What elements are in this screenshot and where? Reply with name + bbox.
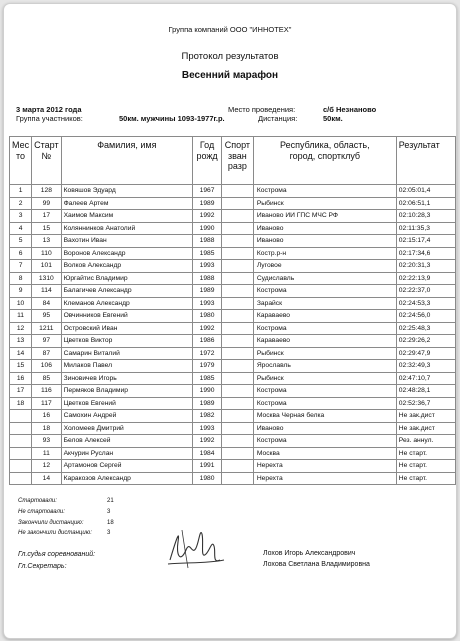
cell-region: Москва [253, 447, 396, 460]
table-row [10, 235, 456, 248]
cell-place: 16 [10, 372, 32, 385]
cell-sport-rank [221, 447, 253, 460]
cell-year: 1985 [193, 247, 222, 260]
group-label: Группа участников: [16, 114, 83, 123]
cell-result: 02:17:34,6 [396, 247, 455, 260]
table-row [10, 260, 456, 273]
cell-place: 13 [10, 335, 32, 348]
handwritten-signature [166, 520, 226, 576]
cell-place [10, 460, 32, 473]
cell-sport-rank [221, 472, 253, 485]
cell-result: Не старт. [396, 472, 455, 485]
cell-place: 6 [10, 247, 32, 260]
table-row [10, 422, 456, 435]
cell-bib: 15 [32, 222, 61, 235]
cell-region: Рыбинск [253, 197, 396, 210]
cell-year: 1992 [193, 435, 222, 448]
cell-region: Кострома [253, 185, 396, 198]
cell-place: 17 [10, 385, 32, 398]
cell-name: Цветков Евгений [61, 397, 193, 410]
table-row [10, 385, 456, 398]
cell-region: Костр.р-н [253, 247, 396, 260]
judge-name: Лохов Игорь Александрович [263, 550, 356, 557]
cell-year: 1984 [193, 447, 222, 460]
table-row [10, 185, 456, 198]
cell-bib: 114 [32, 285, 61, 298]
table-row [10, 310, 456, 323]
cell-result: Рез. аннул. [396, 435, 455, 448]
table-row [10, 272, 456, 285]
col-header-start: Старт № [32, 137, 61, 185]
cell-result: 02:06:51,1 [396, 197, 455, 210]
cell-name: Фалеев Артем [61, 197, 193, 210]
cell-year: 1993 [193, 422, 222, 435]
cell-place [10, 422, 32, 435]
cell-place: 10 [10, 297, 32, 310]
table-row [10, 285, 456, 298]
table-row [10, 210, 456, 223]
cell-region: Кострома [253, 397, 396, 410]
cell-result: Не старт. [396, 460, 455, 473]
table-row [10, 297, 456, 310]
cell-place [10, 447, 32, 460]
cell-bib: 14 [32, 472, 61, 485]
table-row [10, 410, 456, 423]
cell-sport-rank [221, 460, 253, 473]
cell-place [10, 472, 32, 485]
cell-year: 1982 [193, 410, 222, 423]
cell-year: 1993 [193, 297, 222, 310]
cell-region: Ярославль [253, 360, 396, 373]
cell-name: Зиновичев Игорь [61, 372, 193, 385]
stat-label-finished: Закончили дистанцию: [18, 520, 84, 526]
cell-name: Акчурин Руслан [61, 447, 193, 460]
cell-sport-rank [221, 235, 253, 248]
distance-label: Дистанция: [258, 114, 298, 123]
cell-name: Коляннинков Анатолий [61, 222, 193, 235]
cell-bib: 97 [32, 335, 61, 348]
table-row [10, 322, 456, 335]
cell-bib: 93 [32, 435, 61, 448]
protocol-page [3, 3, 457, 639]
cell-result: Не старт. [396, 447, 455, 460]
cell-name: Ковяшов Эдуард [61, 185, 193, 198]
cell-result: 02:52:36,7 [396, 397, 455, 410]
cell-name: Волков Александр [61, 260, 193, 273]
cell-name: Воронов Александр [61, 247, 193, 260]
cell-name: Цветков Виктор [61, 335, 193, 348]
cell-bib: 13 [32, 235, 61, 248]
cell-year: 1993 [193, 260, 222, 273]
cell-year: 1986 [193, 335, 222, 348]
cell-name: Пермяков Владимир [61, 385, 193, 398]
cell-sport-rank [221, 310, 253, 323]
cell-year: 1990 [193, 385, 222, 398]
cell-region: Иваново [253, 235, 396, 248]
stat-value-started: 21 [107, 498, 114, 504]
table-row [10, 222, 456, 235]
cell-region: Иваново [253, 222, 396, 235]
cell-sport-rank [221, 322, 253, 335]
cell-place: 3 [10, 210, 32, 223]
cell-place: 12 [10, 322, 32, 335]
table-row [10, 447, 456, 460]
cell-result: Не зак.дист [396, 422, 455, 435]
cell-year: 1989 [193, 285, 222, 298]
stat-value-finished: 18 [107, 520, 114, 526]
cell-bib: 12 [32, 460, 61, 473]
cell-result: 02:05:01,4 [396, 185, 455, 198]
cell-result: 02:32:49,3 [396, 360, 455, 373]
cell-year: 1992 [193, 210, 222, 223]
cell-bib: 1310 [32, 272, 61, 285]
judge-label: Гл.судья соревнований: [18, 551, 96, 558]
cell-result: 02:22:13,9 [396, 272, 455, 285]
results-table [9, 136, 456, 485]
cell-year: 1980 [193, 472, 222, 485]
table-row [10, 397, 456, 410]
cell-result: Не зак.дист [396, 410, 455, 423]
event-date: 3 марта 2012 года [16, 105, 82, 114]
col-header-result: Результат [396, 137, 455, 185]
cell-place: 2 [10, 197, 32, 210]
cell-region: Нерехта [253, 460, 396, 473]
cell-year: 1988 [193, 235, 222, 248]
table-row [10, 247, 456, 260]
cell-place: 5 [10, 235, 32, 248]
cell-region: Рыбинск [253, 372, 396, 385]
col-header-name: Фамилия, имя [61, 137, 193, 185]
cell-sport-rank [221, 422, 253, 435]
cell-year: 1991 [193, 460, 222, 473]
cell-result: 02:29:47,9 [396, 347, 455, 360]
protocol-title: Протокол результатов [181, 51, 279, 62]
cell-bib: 11 [32, 447, 61, 460]
cell-sport-rank [221, 410, 253, 423]
cell-region: Кострома [253, 435, 396, 448]
cell-place [10, 410, 32, 423]
cell-result: 02:47:10,7 [396, 372, 455, 385]
cell-bib: 1211 [32, 322, 61, 335]
cell-sport-rank [221, 347, 253, 360]
cell-sport-rank [221, 360, 253, 373]
cell-place: 15 [10, 360, 32, 373]
cell-result: 02:24:53,3 [396, 297, 455, 310]
cell-sport-rank [221, 397, 253, 410]
cell-name: Хаимов Максим [61, 210, 193, 223]
cell-region: Кострома [253, 285, 396, 298]
col-header-region: Республика, область, город, спортклуб [253, 137, 396, 185]
cell-region: Рыбинск [253, 347, 396, 360]
stat-label-not-started: Не стартовали: [18, 509, 65, 515]
table-row [10, 335, 456, 348]
cell-place: 7 [10, 260, 32, 273]
cell-result: 02:10:28,3 [396, 210, 455, 223]
cell-region: Кострома [253, 322, 396, 335]
cell-name: Милаков Павел [61, 360, 193, 373]
cell-sport-rank [221, 372, 253, 385]
cell-region: Караваево [253, 310, 396, 323]
cell-result: 02:24:56,0 [396, 310, 455, 323]
table-row [10, 460, 456, 473]
cell-region: Зарайск [253, 297, 396, 310]
stat-value-not-started: 3 [107, 509, 111, 515]
cell-bib: 84 [32, 297, 61, 310]
cell-bib: 18 [32, 422, 61, 435]
cell-name: Овчинников Евгений [61, 310, 193, 323]
cell-bib: 117 [32, 397, 61, 410]
cell-sport-rank [221, 385, 253, 398]
table-row [10, 372, 456, 385]
distance-value: 50км. [323, 114, 343, 123]
cell-year: 1989 [193, 397, 222, 410]
col-header-year: Год рожд [193, 137, 222, 185]
stat-value-not-finished: 3 [107, 530, 111, 536]
table-row [10, 435, 456, 448]
cell-region: Караваево [253, 335, 396, 348]
cell-sport-rank [221, 285, 253, 298]
cell-year: 1989 [193, 197, 222, 210]
cell-sport-rank [221, 185, 253, 198]
cell-region: Иваново ИИ ГПС МЧС РФ [253, 210, 396, 223]
cell-name: Белов Алексей [61, 435, 193, 448]
cell-result: 02:22:37,0 [396, 285, 455, 298]
cell-place: 1 [10, 185, 32, 198]
cell-name: Самарин Виталий [61, 347, 193, 360]
col-header-place: Мес то [10, 137, 32, 185]
cell-name: Каракозов Александр [61, 472, 193, 485]
cell-region: Москва Черная белка [253, 410, 396, 423]
cell-bib: 17 [32, 210, 61, 223]
col-header-sport-rank: Спорт зван разр [221, 137, 253, 185]
cell-result: 02:29:26,2 [396, 335, 455, 348]
table-row [10, 197, 456, 210]
cell-sport-rank [221, 435, 253, 448]
secretary-label: Гл.Секретарь: [18, 563, 67, 570]
cell-region: Луговое [253, 260, 396, 273]
stat-label-started: Стартовали: [18, 498, 57, 504]
table-row [10, 347, 456, 360]
table-row [10, 472, 456, 485]
cell-year: 1979 [193, 360, 222, 373]
cell-name: Вахотин Иван [61, 235, 193, 248]
stat-label-not-finished: Не закончили дистанцию: [18, 530, 92, 536]
cell-region: Иваново [253, 422, 396, 435]
cell-year: 1967 [193, 185, 222, 198]
cell-bib: 110 [32, 247, 61, 260]
cell-region: Нерехта [253, 472, 396, 485]
cell-result: 02:20:31,3 [396, 260, 455, 273]
venue-value: с/б Незнаново [323, 105, 377, 114]
cell-sport-rank [221, 247, 253, 260]
cell-name: Балагичев Александр [61, 285, 193, 298]
cell-sport-rank [221, 272, 253, 285]
cell-bib: 116 [32, 385, 61, 398]
cell-place: 9 [10, 285, 32, 298]
cell-name: Юргайтис Владимир [61, 272, 193, 285]
cell-place: 4 [10, 222, 32, 235]
cell-year: 1980 [193, 310, 222, 323]
secretary-name: Лохова Светлана Владимировна [263, 561, 370, 568]
cell-region: Судиславль [253, 272, 396, 285]
cell-bib: 99 [32, 197, 61, 210]
cell-result: 02:15:17,4 [396, 235, 455, 248]
cell-year: 1972 [193, 347, 222, 360]
cell-bib: 106 [32, 360, 61, 373]
cell-place [10, 435, 32, 448]
group-value: 50км. мужчины 1093-1977г.р. [119, 114, 225, 123]
cell-bib: 87 [32, 347, 61, 360]
cell-result: 02:48:28,1 [396, 385, 455, 398]
cell-year: 1992 [193, 322, 222, 335]
cell-bib: 85 [32, 372, 61, 385]
cell-sport-rank [221, 260, 253, 273]
cell-bib: 101 [32, 260, 61, 273]
cell-name: Клеманов Александр [61, 297, 193, 310]
cell-result: 02:25:48,3 [396, 322, 455, 335]
cell-bib: 95 [32, 310, 61, 323]
cell-result: 02:11:35,3 [396, 222, 455, 235]
cell-name: Артамонов Сергей [61, 460, 193, 473]
cell-region: Кострома [253, 385, 396, 398]
cell-year: 1988 [193, 272, 222, 285]
cell-place: 14 [10, 347, 32, 360]
event-name: Весенний марафон [181, 70, 279, 81]
cell-place: 18 [10, 397, 32, 410]
venue-label: Место проведения: [228, 105, 296, 114]
cell-sport-rank [221, 297, 253, 310]
cell-year: 1990 [193, 222, 222, 235]
cell-sport-rank [221, 197, 253, 210]
cell-place: 11 [10, 310, 32, 323]
cell-name: Самохин Андрей [61, 410, 193, 423]
cell-year: 1985 [193, 372, 222, 385]
cell-bib: 16 [32, 410, 61, 423]
cell-place: 8 [10, 272, 32, 285]
cell-sport-rank [221, 335, 253, 348]
cell-bib: 128 [32, 185, 61, 198]
table-row [10, 360, 456, 373]
table-header-row [10, 137, 456, 185]
company-name: Группа компаний ООО "ИННОТЕХ" [168, 25, 292, 34]
cell-name: Холомеев Дмитрий [61, 422, 193, 435]
cell-sport-rank [221, 210, 253, 223]
cell-name: Островский Иван [61, 322, 193, 335]
cell-sport-rank [221, 222, 253, 235]
